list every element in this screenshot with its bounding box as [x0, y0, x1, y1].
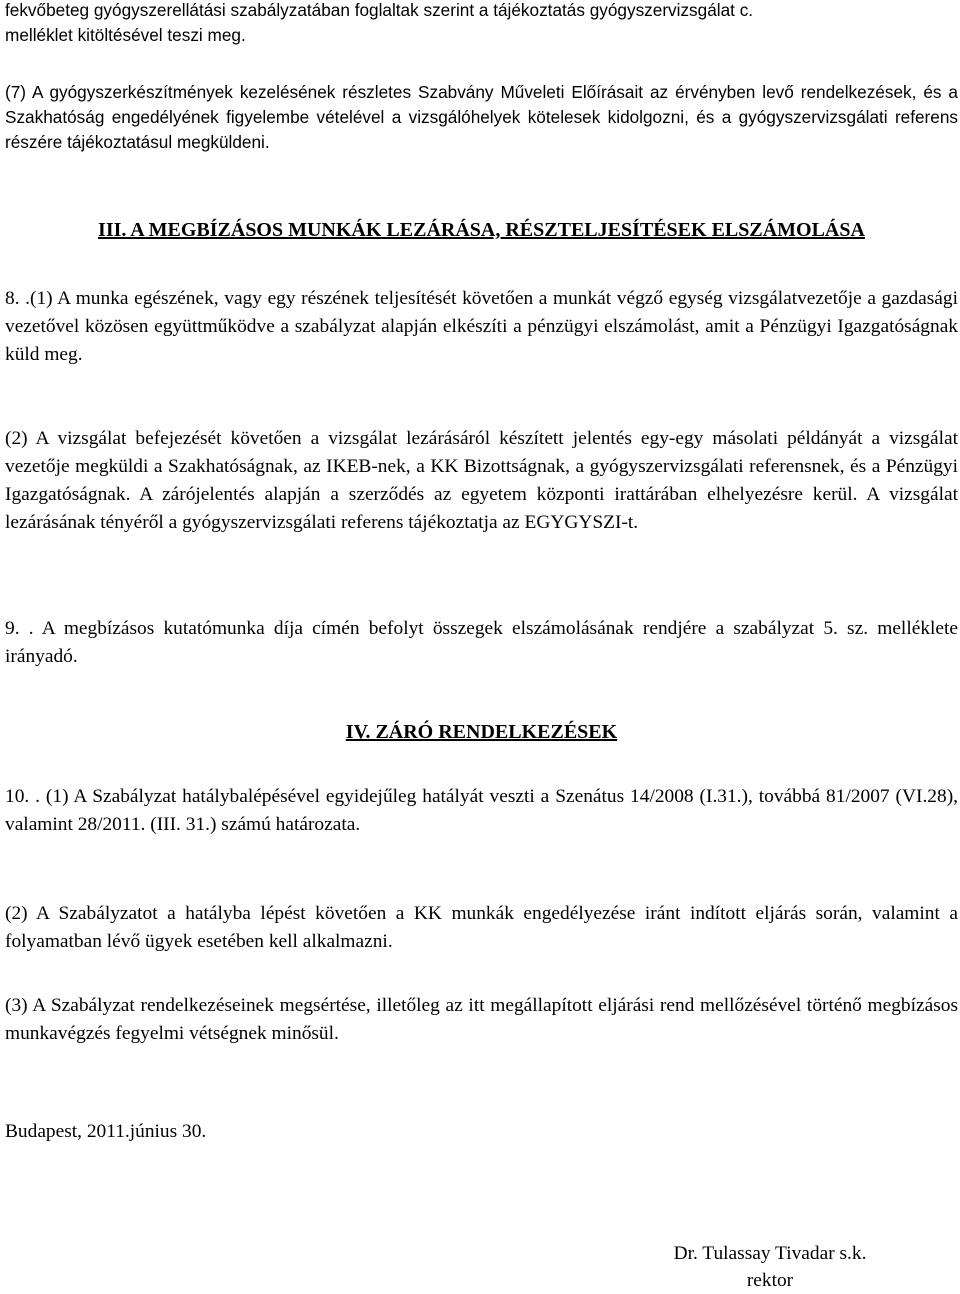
- document-page: [5, 0, 958, 1292]
- section-8-paragraph-1: 8. .(1) A munka egészének, vagy egy részének teljesítését követően a munkát végző egység vizsgálatvezetője a gazdasági vezetővel közösen együttműködve a szabályzat alapján elkészíti a pénzügyi elszámolást, amit a Pénzügyi Igazgatóságnak küld meg.: [5, 288, 958, 365]
- date-line: Budapest, 2011.június 30.: [5, 1121, 207, 1142]
- section-10-paragraph-2: (2) A Szabályzatot a hatályba lépést követően a KK munkák engedélyezése iránt indított eljárás során, valamint a folyamatban lévő ügyek esetében kell alkalmazni.: [5, 903, 958, 952]
- section-3-heading: III. A MEGBÍZÁSOS MUNKÁK LEZÁRÁSA, RÉSZTELJESÍTÉSEK ELSZÁMOLÁSA: [98, 219, 865, 241]
- intro-line-2: melléklet kitöltésével teszi meg.: [5, 25, 246, 45]
- signature-block: [645, 1240, 895, 1294]
- section-8-paragraph-2: (2) A vizsgálat befejezését követően a vizsgálat lezárásáról készített jelentés egy-egy másolati példányát a vizsgálat vezetője megküldi a Szakhatóságnak, az IKEB-nek, a KK Bizottságnak, a gyógyszervizsgálati referensnek, és a Pénzügyi Igazgatóságnak. A zárójelentés alapján a szerződés az egyetem központi irattárában elhelyezésre kerül. A vizsgálat lezárásának tényéről a gyógyszervizsgálati referens tájékoztatja az EGYGYSZI-t.: [5, 428, 958, 533]
- signature-name: Dr. Tulassay Tivadar s.k.: [673, 1243, 867, 1264]
- section-10-paragraph-3: (3) A Szabályzat rendelkezéseinek megsértése, illetőleg az itt megállapított eljárási rend mellőzésével történő megbízásos munkavégzés fegyelmi vétségnek minősül.: [5, 995, 958, 1044]
- section-4-heading: IV. ZÁRÓ RENDELKEZÉSEK: [345, 721, 618, 743]
- section-9-paragraph: 9. . A megbízásos kutatómunka díja címén befolyt összegek elszámolásának rendjére a szabályzat 5. sz. melléklete irányadó.: [5, 618, 958, 667]
- intro-fragment: [5, 0, 958, 48]
- section-10-paragraph-1: 10. . (1) A Szabályzat hatálybalépésével egyidejűleg hatályát veszti a Szenátus 14/2008 (I.31.), továbbá 81/2007 (VI.28), valamint 28/2011. (III. 31.) számú határozata.: [5, 786, 958, 835]
- paragraph-7: (7) A gyógyszerkészítmények kezelésének részletes Szabvány Műveleti Előírásait az érvényben levő rendelkezések, és a Szakhatóság engedélyének figyelembe vételével a vizsgálóhelyek kötelesek kidolgozni, és a gyógyszervizsgálati referens részére tájékoztatásul megküldeni.: [5, 82, 958, 152]
- intro-line-1: fekvőbeteg gyógyszerellátási szabályzatában foglaltak szerint a tájékoztatás gyógyszervizsgálat c.: [5, 0, 754, 20]
- signature-role: rektor: [746, 1270, 794, 1291]
